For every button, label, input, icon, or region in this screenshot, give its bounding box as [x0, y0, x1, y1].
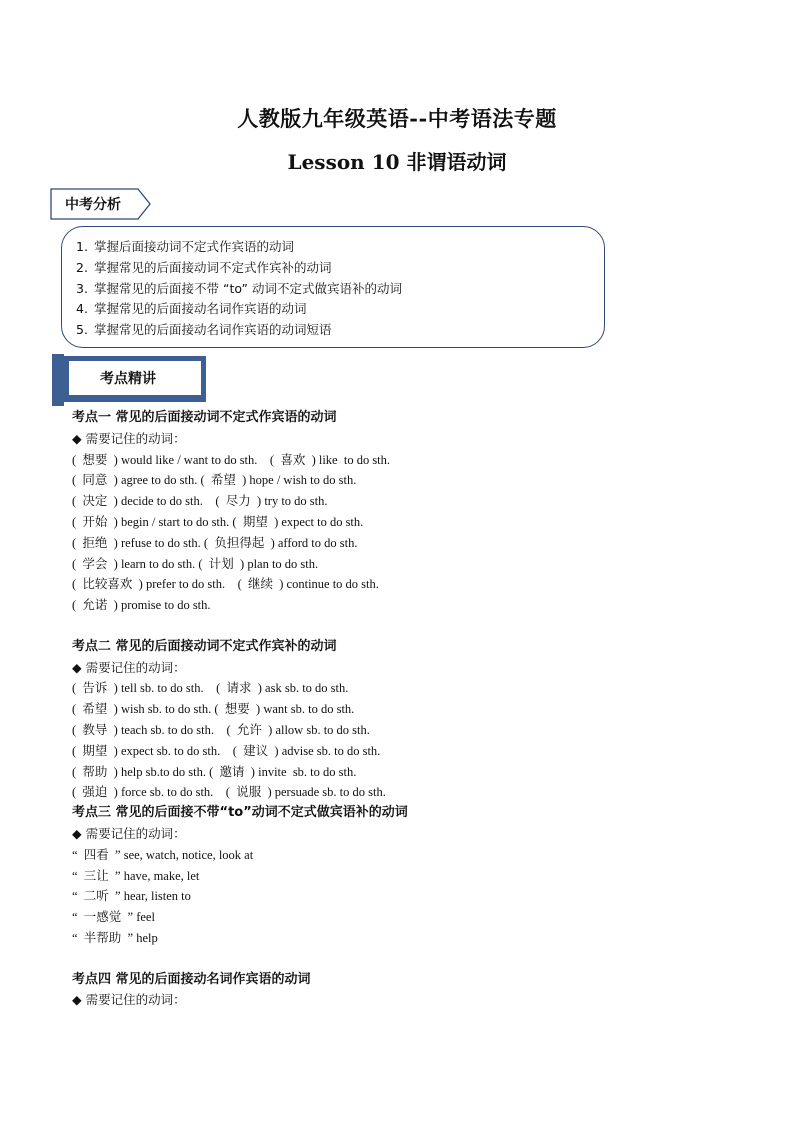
list-item-number: 3. — [76, 280, 88, 296]
section-subheading: ◆ 需要记住的动词： — [72, 825, 186, 841]
vocab-line: ( 教导 ) teach sb. to do sth. ( 允许 ) allow sb. to do sth. — [72, 722, 370, 737]
vocab-line: “ 三让 ” have, make, let — [72, 868, 200, 883]
vocab-line: ( 强迫 ) force sb. to do sth. ( 说服 ) persuade sb. to do sth. — [72, 785, 386, 800]
list-item — [76, 299, 402, 320]
points-content — [72, 408, 732, 1011]
list-item-text: 掌握常见的后面接动词不定式作宾补的动词 — [94, 259, 332, 275]
list-item-text: 掌握后面接动词不定式作宾语的动词 — [94, 239, 295, 254]
vocab-line: “ 一感觉 ” feel — [72, 910, 155, 925]
vocab-line: ( 期望 ) expect sb. to do sth. ( 建议 ) advise sb. to do sth. — [72, 743, 381, 758]
analysis-list — [76, 237, 402, 341]
document-title: 人教版九年级英语--中考语法专题 — [237, 106, 557, 131]
vocab-line: “ 二听 ” hear, listen to — [72, 889, 191, 904]
section-4 — [72, 970, 732, 1012]
vocab-line: ( 同意 ) agree to do sth. ( 希望 ) hope / wish to do sth. — [72, 473, 357, 488]
section-subheading: ◆ 需要记住的动词： — [72, 430, 186, 446]
analysis-tag-label: 中考分析 — [65, 197, 121, 213]
list-item-number: 5. — [76, 322, 88, 338]
section-2 — [72, 637, 732, 803]
analysis-tag — [50, 188, 150, 220]
section-heading: 考点一 常见的后面接动词不定式作宾语的动词 — [72, 410, 337, 425]
section-1 — [72, 408, 732, 616]
list-item-number: 1. — [76, 239, 88, 254]
vocab-line: ( 想要 ) would like / want to do sth. ( 喜欢 ) like to do sth. — [72, 452, 391, 467]
vocab-line: “ 半帮助 ” help — [72, 930, 158, 945]
vocab-line: “ 四看 ” see, watch, notice, look at — [72, 847, 254, 862]
section-subheading: ◆ 需要记住的动词： — [72, 992, 186, 1008]
vocab-line: ( 比较喜欢 ) prefer to do sth. ( 继续 ) continue to do sth. — [72, 577, 379, 592]
vocab-line: ( 告诉 ) tell sb. to do sth. ( 请求 ) ask sb. to do sth. — [72, 681, 349, 696]
list-item — [76, 237, 402, 258]
list-item-text: 掌握常见的后面接动名词作宾语的动词 — [94, 301, 307, 317]
section-heading: 考点四 常见的后面接动名词作宾语的动词 — [72, 971, 311, 987]
list-item-text: 掌握常见的后面接不带 “to” 动词不定式做宾语补的动词 — [94, 280, 403, 296]
section-subheading: ◆ 需要记住的动词： — [72, 659, 186, 675]
section-heading: 考点三 常见的后面接不带“to”动词不定式做宾语补的动词 — [72, 805, 408, 821]
points-tag — [52, 354, 210, 406]
vocab-line: ( 希望 ) wish sb. to do sth. ( 想要 ) want sb. to do sth. — [72, 702, 355, 717]
list-item-text: 掌握常见的后面接动名词作宾语的动词短语 — [94, 322, 332, 338]
vocab-line: ( 学会 ) learn to do sth. ( 计划 ) plan to do sth. — [72, 556, 319, 571]
list-item — [76, 320, 402, 341]
list-item — [76, 279, 402, 300]
vocab-line: ( 帮助 ) help sb.to do sth. ( 邀请 ) invite sb. to do sth. — [72, 764, 357, 779]
lesson-title: Lesson 10 非谓语动词 — [287, 150, 507, 174]
list-item-number: 4. — [76, 301, 88, 317]
list-item — [76, 258, 402, 279]
section-3 — [72, 803, 732, 949]
vocab-line: ( 拒绝 ) refuse to do sth. ( 负担得起 ) afford to do sth. — [72, 535, 358, 550]
points-tag-label: 考点精讲 — [100, 371, 156, 387]
vocab-line: ( 决定 ) decide to do sth. ( 尽力 ) try to do sth. — [72, 494, 328, 509]
vocab-line: ( 开始 ) begin / start to do sth. ( 期望 ) expect to do sth. — [72, 514, 364, 529]
section-heading: 考点二 常见的后面接动词不定式作宾补的动词 — [72, 638, 337, 654]
vocab-line: ( 允诺 ) promise to do sth. — [72, 598, 211, 613]
spacer — [72, 616, 732, 637]
list-item-number: 2. — [76, 259, 88, 275]
spacer — [72, 949, 732, 970]
